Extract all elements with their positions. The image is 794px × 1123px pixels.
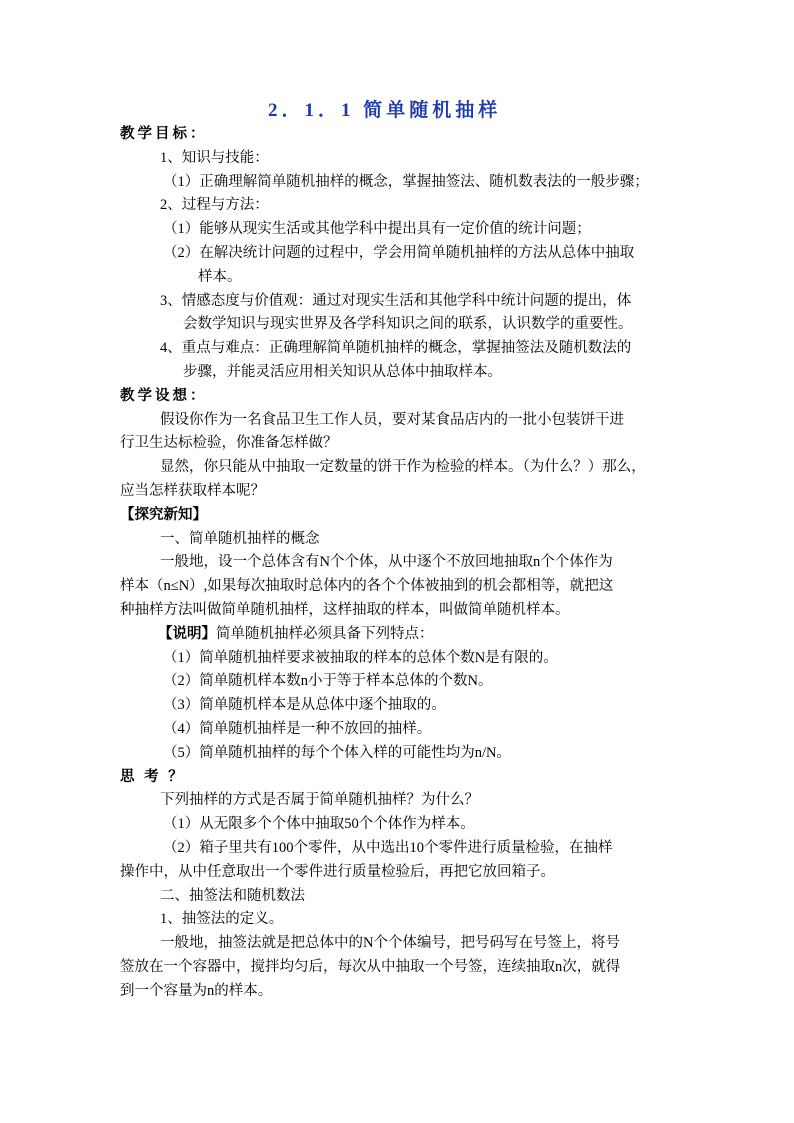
- methods-line: 二、抽签法和随机数法: [160, 887, 305, 904]
- methods-line: 一般地，抽签法就是把总体中的N个个体编号，把号码写在号签上，将号: [160, 935, 620, 952]
- feature-line: （4）简单随机抽样是一种不放回的抽样。: [163, 720, 432, 737]
- feature-line: （1）简单随机抽样要求被抽取的样本的总体个数N是有限的。: [163, 649, 558, 666]
- methods-line: 签放在一个容器中，搅拌均匀后，每次从中抽取一个号签，连续抽取n次，就得: [120, 958, 621, 975]
- concept-line: 一般地，设一个总体含有N个个体，从中逐个不放回地抽取n个个体作为: [160, 554, 613, 571]
- concept-line: 种抽样方法叫做简单随机抽样，这样抽取的样本，叫做简单随机样本。: [120, 601, 570, 618]
- objective-line: （1）能够从现实生活或其他学科中提出具有一定价值的统计问题；: [163, 221, 591, 238]
- objective-line: 3、情感态度与价值观：通过对现实生活和其他学科中统计问题的提出，体: [160, 292, 632, 309]
- feature-line: （3）简单随机样本是从总体中逐个抽取的。: [163, 697, 446, 714]
- methods-line: 到一个容量为n的样本。: [120, 982, 273, 999]
- objective-line: 会数学知识与现实世界及各学科知识之间的联系，认识数学的重要性。: [183, 316, 633, 333]
- design-line: 行卫生达标检验，你准备怎样做？: [120, 435, 338, 452]
- design-heading: 教学设想：: [120, 387, 208, 404]
- concept-line: 一、简单随机抽样的概念: [160, 530, 320, 547]
- objective-line: 步骤，并能灵活应用相关知识从总体中抽取样本。: [183, 363, 502, 380]
- page-title: 2．1．1 简单随机抽样: [268, 100, 502, 121]
- document-body: [0, 123, 794, 1003]
- think-heading: 思 考 ？: [120, 768, 186, 785]
- objective-line: 样本。: [198, 268, 242, 285]
- objectives-heading: 教学目标：: [120, 126, 208, 142]
- note-line: [0, 623, 794, 647]
- objective-line: （1）正确理解简单随机抽样的概念，掌握抽签法、随机数表法的一般步骤；: [163, 173, 649, 190]
- design-line: 假设你作为一名食品卫生工作人员，要对某食品店内的一批小包装饼干进: [160, 411, 624, 428]
- think-line: 下列抽样的方式是否属于简单随机抽样？为什么？: [160, 792, 479, 809]
- note-label: 【说明】: [158, 625, 216, 642]
- feature-line: （2）简单随机样本数n小于等于样本总体的个数N。: [163, 673, 493, 690]
- objective-line: （2）在解决统计问题的过程中，学会用简单随机抽样的方法从总体中抽取: [163, 244, 635, 261]
- note-text: 简单随机抽样必须具备下列特点：: [216, 625, 434, 642]
- objective-line: 4、重点与难点：正确理解简单随机抽样的概念，掌握抽签法及随机数法的: [160, 340, 632, 357]
- objective-line: 1、知识与技能：: [160, 149, 269, 166]
- design-line: 显然，你只能从中抽取一定数量的饼干作为检验的样本。（为什么？）那么，: [160, 459, 646, 476]
- methods-line: 1、抽签法的定义。: [160, 911, 284, 928]
- think-line: 操作中，从中任意取出一个零件进行质量检验后，再把它放回箱子。: [120, 863, 555, 880]
- design-line: 应当怎样获取样本呢？: [120, 482, 265, 499]
- concept-line: 样本（n≤N）,如果每次抽取时总体内的各个个体被抽到的机会都相等，就把这: [120, 578, 614, 595]
- objective-line: 2、过程与方法：: [160, 197, 269, 214]
- think-line: （2）箱子里共有100个零件，从中选出10个零件进行质量检验，在抽样: [163, 839, 613, 856]
- think-line: （1）从无限多个个体中抽取50个个体作为样本。: [163, 816, 475, 833]
- feature-line: （5）简单随机抽样的每个个体入样的可能性均为n/N。: [163, 744, 511, 761]
- explore-heading: 【探究新知】: [120, 506, 207, 523]
